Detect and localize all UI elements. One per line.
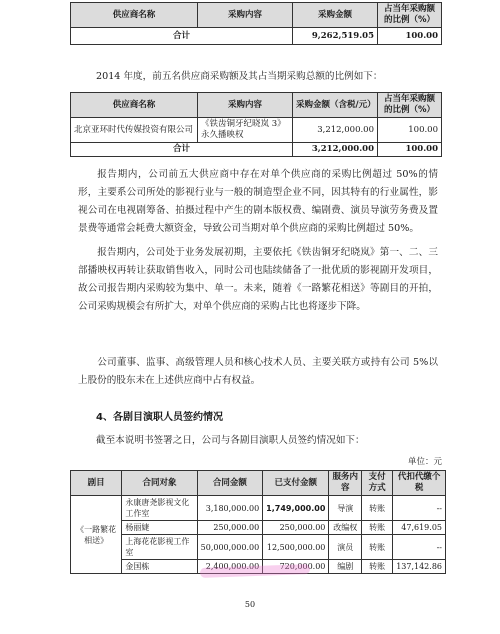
col-purchase-ratio: 占当年采购额的比例（%） bbox=[378, 3, 442, 28]
withheld-tax: -- bbox=[393, 496, 446, 521]
table-row bbox=[71, 118, 442, 143]
paid-amount: 250,000.00 bbox=[263, 521, 329, 535]
col-purchase-ratio: 占当年采购额的比例（%） bbox=[378, 93, 442, 118]
paid-amount: 1,749,000.00 bbox=[263, 496, 329, 521]
paragraph-business-stage: 报告期内，公司处于业务发展初期，主要依托《铁齿铜牙纪晓岚》第一、二、三部播映权再转让获取销售收入，同时公司也陆续储备了一批优质的影视剧开发项目，故公司报告期内采购较为集中、单一。未来，随着《一路繁花相送》等剧目的开拍，公司采购规模会有所扩大，对单个供应商的采购占比也将逐步下降。 bbox=[78, 247, 438, 312]
contract-amount: 2,400,000.00 bbox=[197, 560, 263, 574]
table-header-row bbox=[71, 93, 442, 118]
total-ratio: 100.00 bbox=[378, 28, 442, 45]
payment-method: 转账 bbox=[362, 496, 393, 521]
contract-amount: 250,000.00 bbox=[197, 521, 263, 535]
col-purchase-content: 采购内容 bbox=[198, 3, 293, 28]
service-content: 演员 bbox=[329, 535, 362, 560]
page-number: 50 bbox=[244, 600, 256, 609]
total-label: 合计 bbox=[71, 28, 293, 45]
col-tax: 代扣代缴个税 bbox=[393, 471, 446, 496]
section-intro: 截至本说明书签署之日，公司与各剧目演职人员签约情况如下： bbox=[96, 435, 365, 446]
supplier-table-top bbox=[70, 2, 442, 45]
paragraph-concentration: 报告期内，公司前五大供应商中存在对单个供应商的采购比例超过 50%的情形，主要系公司所处的影视行业与一般的制造型企业不同，因其特有的行业属性，影视公司在电视剧筹备、拍摄过程中产生的剧本版权费、编剧费、演员导演劳务费及置景费等通常会耗费大额资金，导致公司当期对单个供应商的采购比例超过 50%。 bbox=[78, 169, 438, 234]
paragraph-related-parties: 公司董事、监事、高级管理人员和核心技术人员、主要关联方或持有公司 5%以上股份的股东未在上述供应商中占有权益。 bbox=[78, 357, 438, 386]
col-purchase-amount: 采购金额 bbox=[293, 3, 378, 28]
total-ratio: 100.00 bbox=[378, 143, 442, 157]
service-content: 导演 bbox=[329, 496, 362, 521]
purchase-ratio: 100.00 bbox=[378, 118, 442, 143]
contract-party: 金国栋 bbox=[122, 560, 197, 574]
contract-party: 杨丽婕 bbox=[122, 521, 197, 535]
contract-party: 上海花花影视工作室 bbox=[122, 535, 197, 560]
payment-method: 转账 bbox=[362, 535, 393, 560]
purchase-amount: 3,212,000.00 bbox=[293, 118, 378, 143]
col-contract-amount: 合同金额 bbox=[197, 471, 263, 496]
drama-title: 《一路繁花相送》 bbox=[71, 496, 122, 574]
col-purchase-amount: 采购金额（含税/元） bbox=[293, 93, 378, 118]
supplier-table-2014 bbox=[70, 92, 442, 157]
intro-2014: 2014 年度，前五名供应商采购额及其占当期采购总额的比例如下： bbox=[96, 71, 383, 82]
contract-amount: 50,000,000.00 bbox=[197, 535, 263, 560]
table-header-row bbox=[71, 3, 442, 28]
supplier-name: 北京亚环时代传媒投资有限公司 bbox=[71, 118, 198, 143]
withheld-tax: 137,142.86 bbox=[393, 560, 446, 574]
col-supplier-name: 供应商名称 bbox=[71, 93, 198, 118]
col-payment-method: 支付方式 bbox=[362, 471, 393, 496]
total-label: 合计 bbox=[71, 143, 293, 157]
cast-contract-table bbox=[70, 470, 446, 574]
purchase-content: 《铁齿铜牙纪晓岚 3》永久播映权 bbox=[198, 118, 293, 143]
total-amount: 3,212,000.00 bbox=[293, 143, 378, 157]
col-paid-amount: 已支付金额 bbox=[263, 471, 329, 496]
unit-label: 单位：元 bbox=[407, 457, 442, 467]
col-service: 服务内容 bbox=[329, 471, 362, 496]
paid-amount: 720,000.00 bbox=[263, 560, 329, 574]
table-total-row bbox=[71, 28, 442, 45]
service-content: 改编权 bbox=[329, 521, 362, 535]
contract-amount: 3,180,000.00 bbox=[197, 496, 263, 521]
table-row bbox=[71, 521, 446, 535]
table-header-row bbox=[71, 471, 446, 496]
table-total-row bbox=[71, 143, 442, 157]
payment-method: 转账 bbox=[362, 521, 393, 535]
withheld-tax: -- bbox=[393, 535, 446, 560]
paid-amount: 12,500,000.00 bbox=[263, 535, 329, 560]
table-row bbox=[71, 535, 446, 560]
table-row bbox=[71, 496, 446, 521]
service-content: 编剧 bbox=[329, 560, 362, 574]
col-purchase-content: 采购内容 bbox=[198, 93, 293, 118]
total-amount: 9,262,519.05 bbox=[293, 28, 378, 45]
col-contract-party: 合同对象 bbox=[122, 471, 197, 496]
contract-party: 永康唐尧影视文化工作室 bbox=[122, 496, 197, 521]
section-heading: 4、各剧目演职人员签约情况 bbox=[96, 412, 223, 423]
col-supplier-name: 供应商名称 bbox=[71, 3, 198, 28]
withheld-tax: 47,619.05 bbox=[393, 521, 446, 535]
col-drama: 剧目 bbox=[71, 471, 122, 496]
payment-method: 转账 bbox=[362, 560, 393, 574]
